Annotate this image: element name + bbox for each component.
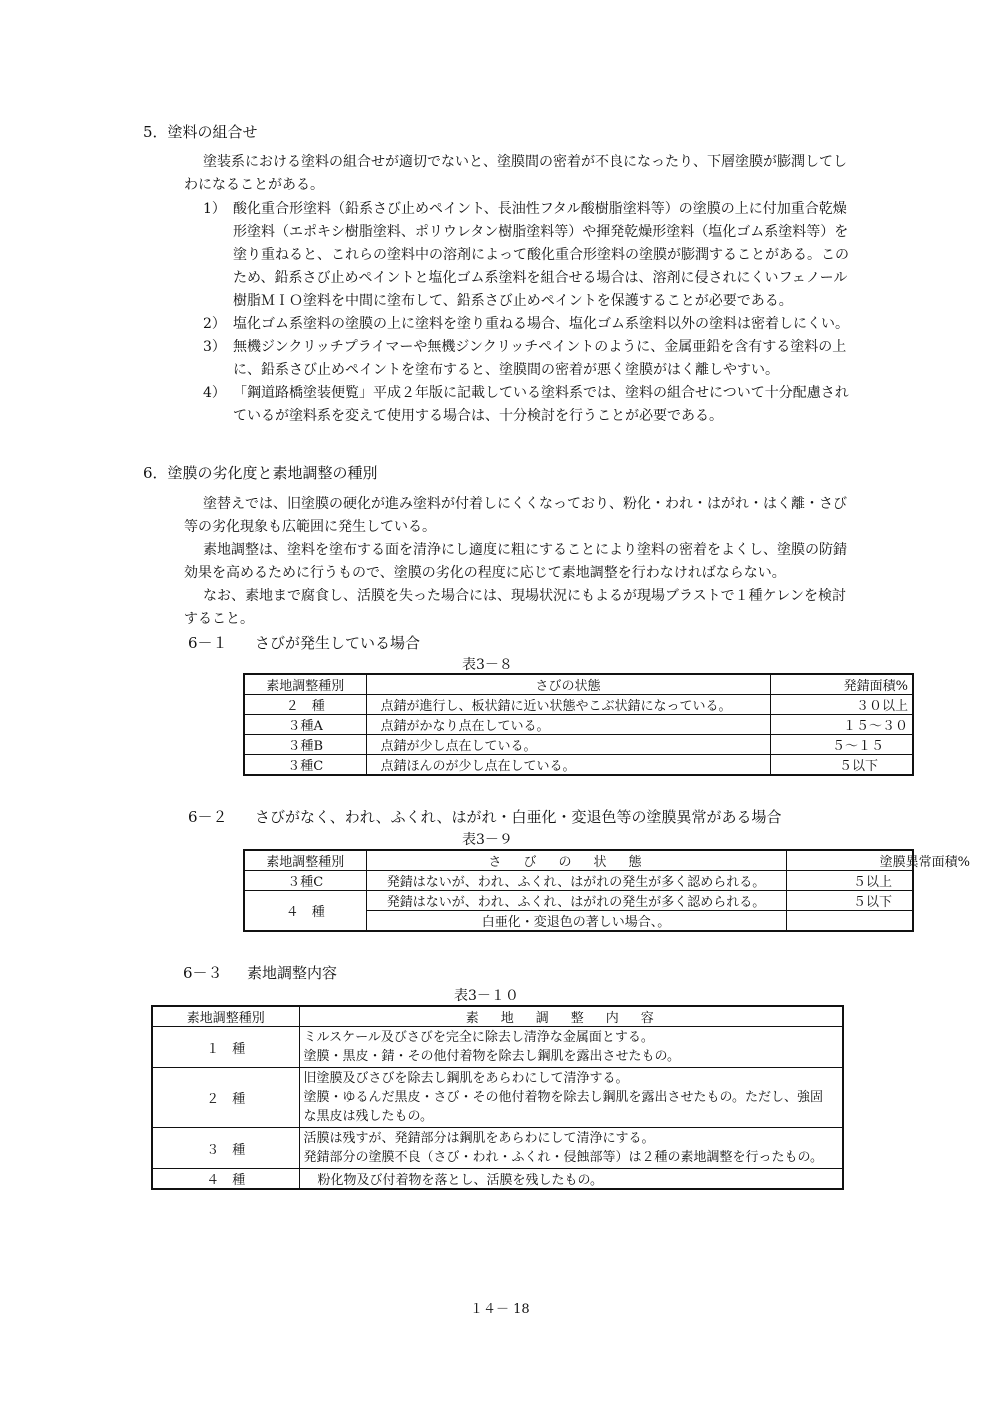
item-1-line: ため、鉛系さび止めペイントと塩化ゴム系塗料を組合せる場合は、溶剤に侵されにくいフェノール xyxy=(233,270,848,286)
table-row xyxy=(152,1169,843,1190)
table-3-10 xyxy=(151,1005,844,1190)
header-text: 素地調整内容 xyxy=(465,1011,676,1026)
item-4-line: 「鋼道路橋塗装便覧」平成２年版に記載している塗料系では、塗料の組合せについて十分配慮され xyxy=(233,385,849,401)
table-row xyxy=(152,1128,843,1169)
table-3-8-caption: 表3－８ xyxy=(462,657,513,673)
table-cell: ３種C xyxy=(244,871,366,891)
item-3-number: 3） xyxy=(203,339,226,355)
table-cell: ３種A xyxy=(244,715,366,735)
table-row xyxy=(244,871,913,891)
table-row xyxy=(244,755,913,776)
table-cell xyxy=(786,911,913,932)
table-cell: ５～１５ xyxy=(770,735,913,755)
section-6-para-line: 等の劣化現象も広範囲に発生している。 xyxy=(184,519,436,535)
header-text: 塗膜異常面積% xyxy=(879,855,970,870)
item-1-line: 樹脂ＭＩＯ塗料を中間に塗布して、鉛系さび止めペイントを保護することが必要である。 xyxy=(233,293,793,309)
section-6-para-line: 塗替えでは、旧塗膜の硬化が進み塗料が付着しにくくなっており、粉化・われ・はがれ・はく離・さび xyxy=(203,496,847,512)
table-cell: 点錆が進行し、板状錆に近い状態やこぶ状錆になっている。 xyxy=(366,695,770,715)
item-1-line: 酸化重合形塗料（鉛系さび止めペイント、長油性フタル酸樹脂塗料等）の塗膜の上に付加重合乾燥 xyxy=(233,201,847,217)
cell-line: な黒皮は残したもの。 xyxy=(303,1109,433,1124)
table-cell: ２ 種 xyxy=(244,695,366,715)
table-cell xyxy=(299,1128,843,1169)
item-4-number: 4） xyxy=(203,385,226,401)
table-cell: 発錆はないが、われ、ふくれ、はがれの発生が多く認められる。 xyxy=(366,891,786,911)
section-5-intro-line1: 塗装系における塗料の組合せが適切でないと、塗膜間の密着が不良になったり、下層塗膜が膨潤してし xyxy=(203,154,847,170)
cell-line: 発錆部分の塗膜不良（さび・われ・ふくれ・侵蝕部等）は２種の素地調整を行ったもの。 xyxy=(303,1150,823,1165)
table-header-row xyxy=(244,850,913,871)
subsection-6-2-number: 6－２ xyxy=(188,808,228,826)
header-cell: 素地調整種別 xyxy=(244,674,366,695)
item-1-line: 塗り重ねると、これらの塗料中の溶剤によって酸化重合形塗料の塗膜が膨潤することがある。この xyxy=(233,247,849,263)
section-6-para-line: すること。 xyxy=(184,611,254,627)
table-cell: ５以下 xyxy=(786,891,913,911)
header-cell: 発錆面積% xyxy=(770,674,913,695)
table-row xyxy=(244,715,913,735)
table-cell: ４ 種 xyxy=(244,891,366,932)
table-row xyxy=(244,891,913,911)
header-text: さびの状態 xyxy=(488,855,664,870)
table-cell: 白亜化・変退色の著しい場合、。 xyxy=(366,911,786,932)
table-cell: 点錆ほんのが少し点在している。 xyxy=(366,755,770,776)
table-cell: ３ 種 xyxy=(152,1128,299,1169)
item-3-line: に、鉛系さび止めペイントを塗布すると、塗膜間の密着が悪く塗膜がはく離しやすい。 xyxy=(233,362,779,378)
table-3-8 xyxy=(243,673,914,776)
header-cell: さびの状態 xyxy=(366,674,770,695)
table-row xyxy=(244,735,913,755)
item-4-line: ているが塗料系を変えて使用する場合は、十分検討を行うことが必要である。 xyxy=(233,408,723,424)
cell-line: 旧塗膜及びさびを除去し鋼肌をあらわにして清浄する。 xyxy=(303,1071,629,1086)
item-3-line: 無機ジンクリッチプライマーや無機ジンクリッチペイントのように、金属亜鉛を含有する塗料の上 xyxy=(233,339,847,355)
table-cell: ３０以上 xyxy=(770,695,913,715)
table-cell: 発錆はないが、われ、ふくれ、はがれの発生が多く認められる。 xyxy=(366,871,786,891)
table-cell xyxy=(299,1068,843,1128)
table-cell: １ 種 xyxy=(152,1027,299,1068)
section-5-heading: 5．塗料の組合せ xyxy=(143,123,258,141)
table-cell: 点錆が少し点在している。 xyxy=(366,735,770,755)
table-cell: ５以下 xyxy=(770,755,913,776)
table-cell: ４ 種 xyxy=(152,1169,299,1190)
table-cell: ５以上 xyxy=(786,871,913,891)
header-cell: 素地調整種別 xyxy=(152,1006,299,1027)
subsection-6-2-title: さびがなく、われ、ふくれ、はがれ・白亜化・変退色等の塗膜異常がある場合 xyxy=(255,808,782,826)
item-1-line: 形塗料（エポキシ樹脂塗料、ポリウレタン樹脂塗料等）や揮発乾燥形塗料（塩化ゴム系塗料等）を xyxy=(233,224,849,240)
header-cell xyxy=(299,1006,843,1027)
table-cell: ３種B xyxy=(244,735,366,755)
table-cell: 点錆がかなり点在している。 xyxy=(366,715,770,735)
table-cell: ３種C xyxy=(244,755,366,776)
cell-line: 塗膜・黒皮・錆・その他付着物を除去し鋼肌を露出させたもの。 xyxy=(303,1049,680,1064)
table-cell xyxy=(299,1027,843,1068)
cell-line: 活膜は残すが、発錆部分は鋼肌をあらわにして清浄にする。 xyxy=(303,1131,655,1146)
subsection-6-1-number: 6－１ xyxy=(188,634,228,652)
table-3-10-caption: 表3－１０ xyxy=(454,988,519,1004)
section-5-intro-line2: わになることがある。 xyxy=(184,177,324,193)
item-1-number: 1） xyxy=(203,201,226,217)
section-6-heading: 6．塗膜の劣化度と素地調整の種別 xyxy=(143,464,378,482)
page-number: １４－ 18 xyxy=(470,1302,530,1317)
table-cell: １５～３０ xyxy=(770,715,913,735)
table-row xyxy=(244,695,913,715)
cell-line: 塗膜・ゆるんだ黒皮・さび・その他付着物を除去し鋼肌を露出させたもの。ただし、強固 xyxy=(303,1090,823,1105)
header-cell xyxy=(366,850,786,871)
table-cell: 粉化物及び付着物を落とし、活膜を残したもの。 xyxy=(299,1169,843,1190)
section-6-para-line: なお、素地まで腐食し、活膜を失った場合には、現場状況にもよるが現場ブラストで１種ケレンを検討 xyxy=(203,588,846,604)
subsection-6-3-number: 6－３ xyxy=(183,964,223,982)
table-row xyxy=(152,1068,843,1128)
item-2-line: 塩化ゴム系塗料の塗膜の上に塗料を塗り重ねる場合、塩化ゴム系塗料以外の塗料は密着しにくい。 xyxy=(233,316,849,332)
subsection-6-3-title: 素地調整内容 xyxy=(247,964,338,982)
table-cell: ２ 種 xyxy=(152,1068,299,1128)
section-6-para-line: 素地調整は、塗料を塗布する面を清浄にし適度に粗にすることにより塗料の密着をよくし、塗膜の防錆 xyxy=(203,542,847,558)
item-2-number: 2） xyxy=(203,316,226,332)
table-3-9 xyxy=(243,849,970,932)
table-3-9-caption: 表3－９ xyxy=(462,832,513,848)
section-6-para-line: 効果を高めるために行うもので、塗膜の劣化の程度に応じて素地調整を行わなければならない。 xyxy=(184,565,786,581)
header-cell: 素地調整種別 xyxy=(244,850,366,871)
cell-line: ミルスケール及びさびを完全に除去し清浄な金属面とする。 xyxy=(303,1030,654,1045)
table-row xyxy=(152,1027,843,1068)
table-header-row xyxy=(152,1006,843,1027)
subsection-6-1-title: さびが発生している場合 xyxy=(255,634,421,652)
table-header-row xyxy=(244,674,913,695)
